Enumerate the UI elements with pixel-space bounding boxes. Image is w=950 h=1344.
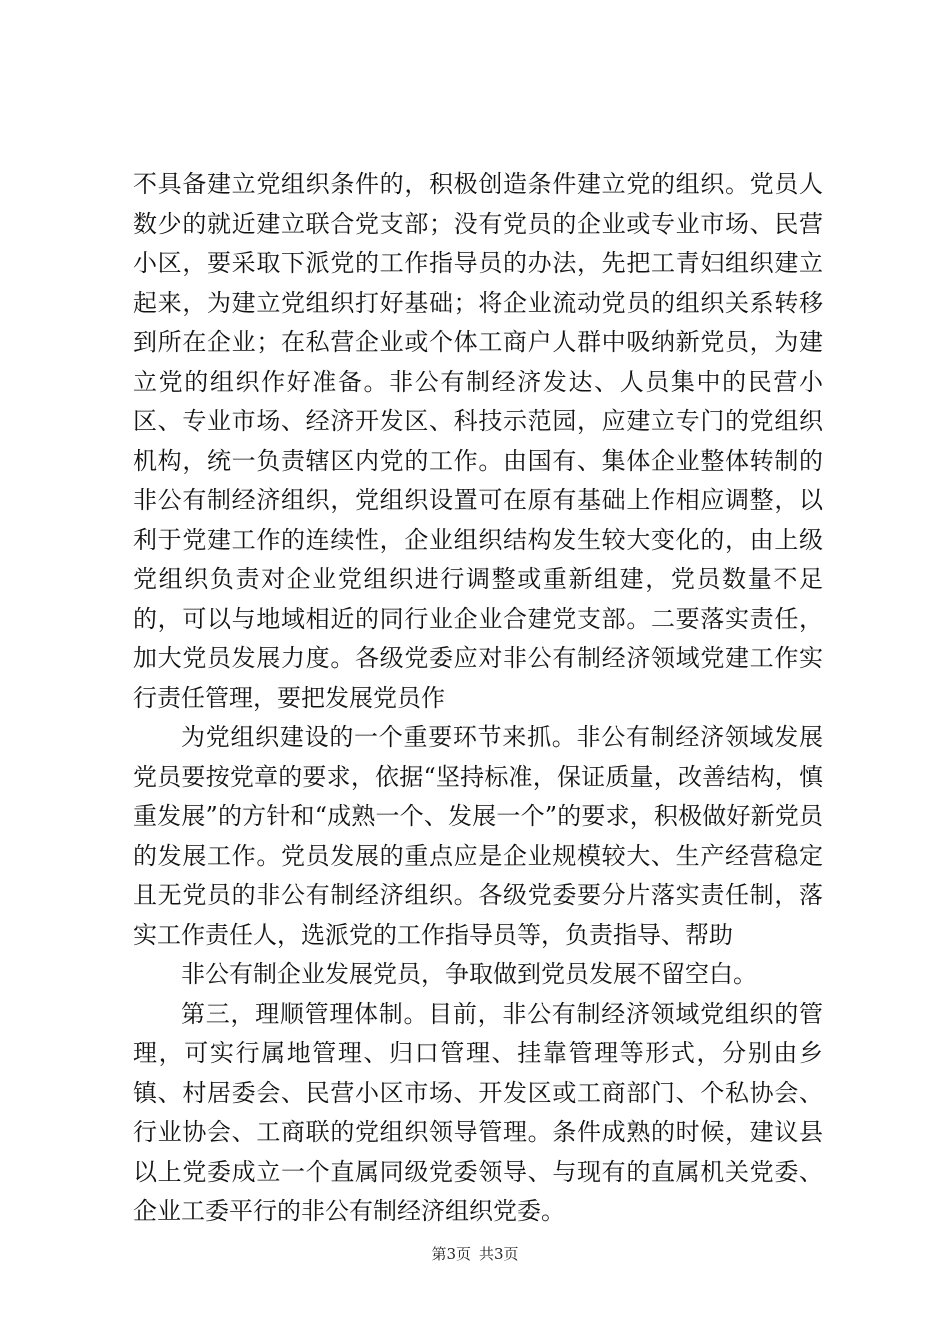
document-body [133, 165, 823, 1232]
paragraph-3: 非公有制企业发展党员，争取做到党员发展不留空白。 [181, 960, 757, 988]
page-number: 第3页 [431, 1245, 471, 1263]
page-footer [0, 1244, 950, 1264]
paragraph-1: 不具备建立党组织条件的，积极创造条件建立党的组织。党员人数少的就近建立联合党支部；没有党员的企业或专业市场、民营小区，要采取下派党的工作指导员的办法，先把工青妇组织建立起来，为建立党组织打好基础；将企业流动党员的组织关系转移到所在企业；在私营企业或个体工商户人群中吸纳新党员，为建立党的组织作好准备。非公有制经济发达、人员集中的民营小区、专业市场、经济开发区、科技示范园，应建立专门的党组织机构，统一负责辖区内党的工作。由国有、集体企业整体转制的非公有制经济组织，党组织设置可在原有基础上作相应调整，以利于党建工作的连续性，企业组织结构发生较大变化的，由上级党组织负责对企业党组织进行调整或重新组建，党员数量不足的，可以与地域相近的同行业企业合建党支部。二要落实责任，加大党员发展力度。各级党委应对非公有制经济领域党建工作实行责任管理，要把发展党员作 [133, 170, 823, 712]
page-total: 共3页 [479, 1245, 519, 1263]
paragraph-4: 第三，理顺管理体制。目前，非公有制经济领域党组织的管理，可实行属地管理、归口管理、挂靠管理等形式，分别由乡镇、村居委会、民营小区市场、开发区或工商部门、个私协会、行业协会、工商联的党组织领导管理。条件成熟的时候，建议县以上党委成立一个直属同级党委领导、与现有的直属机关党委、企业工委平行的非公有制经济组织党委。 [133, 999, 823, 1225]
paragraph-2: 为党组织建设的一个重要环节来抓。非公有制经济领域发展党员要按党章的要求，依据“坚持标准，保证质量，改善结构，慎重发展”的方针和“成熟一个、发展一个”的要求，积极做好新党员的发展工作。党员发展的重点应是企业规模较大、生产经营稳定且无党员的非公有制经济组织。各级党委要分片落实责任制，落实工作责任人，选派党的工作指导员等，负责指导、帮助 [133, 723, 823, 949]
